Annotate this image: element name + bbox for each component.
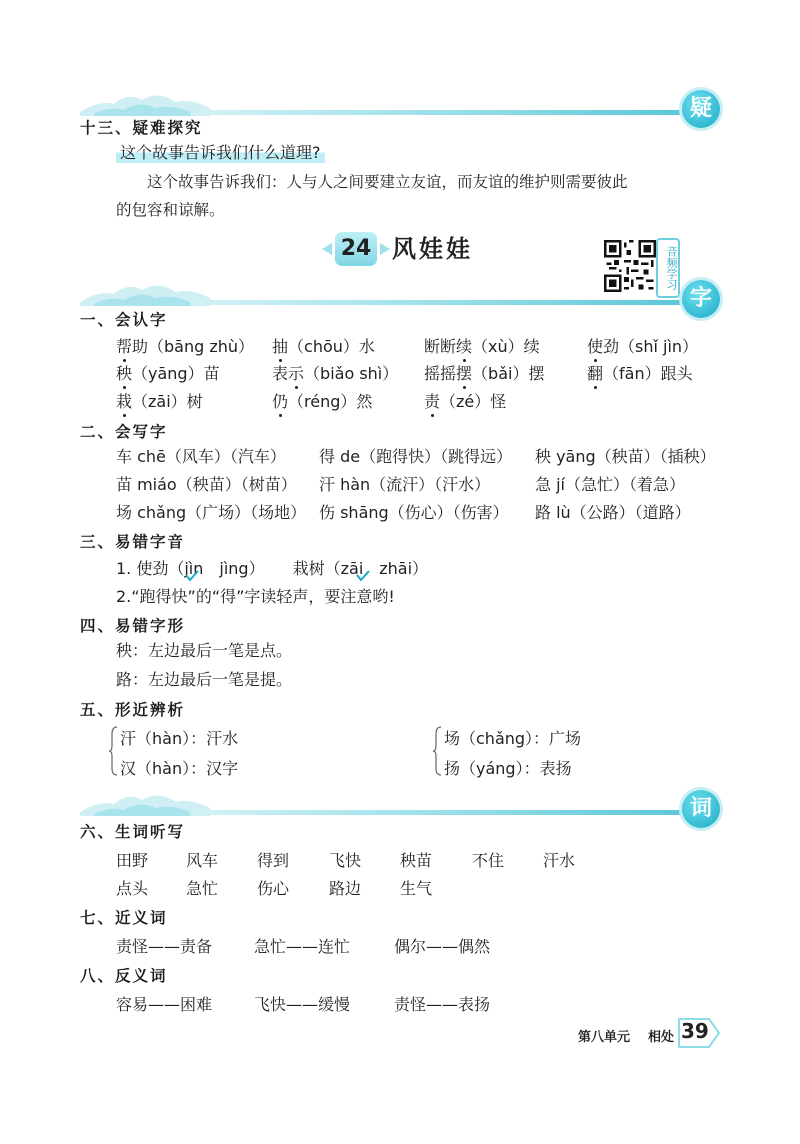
answer-line-2: 的包容和谅解。	[116, 201, 225, 219]
write-item: 秧 yāng（秧苗）（插秧）	[535, 447, 716, 466]
dictation-word: 点头	[116, 879, 149, 898]
lesson-number: 24	[335, 232, 377, 266]
mountain-icon	[80, 276, 210, 306]
badge-doubt: 疑	[682, 90, 720, 128]
dictation-word: 秧苗	[400, 851, 433, 870]
recog-item: 表示（biǎo shì）	[272, 361, 398, 384]
recog-item: 仍（réng）然	[272, 389, 372, 412]
antonym-pair: 容易——困难	[116, 995, 213, 1014]
pron-line-1: 1. 使劲（jìn jìng） 栽树（zāi zhāi）	[116, 559, 429, 578]
lesson-deco-right	[380, 243, 390, 255]
write-item: 车 chē（风车）（汽车）	[116, 447, 286, 466]
checkmark-icon	[356, 570, 370, 582]
footer-topic: 相处	[648, 1030, 675, 1045]
pron-line-2: 2.“跑得快”的“得”字读轻声，要注意哟!	[116, 587, 395, 606]
write-item: 伤 shāng（伤心）（伤害）	[319, 503, 509, 522]
recog-item: 帮助（bāng zhù）	[116, 334, 254, 357]
synonym-pair: 责怪——责备	[116, 937, 213, 956]
footer-unit: 第八单元	[578, 1030, 631, 1045]
heading-3: 三、易错字音	[80, 533, 186, 551]
recog-item: 抽（chōu）水	[272, 334, 375, 357]
similar-item: 扬（yáng）：表扬	[444, 759, 572, 778]
checkmark-icon	[185, 570, 199, 582]
write-item: 汗 hàn（流汗）（汗水）	[319, 475, 491, 494]
dictation-word: 路边	[329, 879, 362, 898]
section-band-char	[80, 276, 720, 322]
synonym-pair: 偶尔——偶然	[394, 937, 491, 956]
write-item: 得 de（跑得快）（跳得远）	[319, 447, 513, 466]
heading-13: 十三、疑难探究	[80, 119, 203, 137]
similar-item: 场（chǎng）：广场	[444, 729, 582, 748]
lesson-deco-left	[322, 243, 332, 255]
brace-icon	[432, 726, 442, 776]
question-text: 这个故事告诉我们什么道理?	[116, 140, 325, 163]
dictation-word: 汗水	[543, 851, 576, 870]
dictation-word: 急忙	[186, 879, 219, 898]
badge-character: 字	[682, 280, 720, 318]
recog-item: 使劲（shǐ jìn）	[587, 334, 698, 357]
brace-icon	[108, 726, 118, 776]
heading-5: 五、形近辨析	[80, 701, 186, 719]
write-item: 急 jí（急忙）（着急）	[535, 475, 685, 494]
heading-2: 二、会写字	[80, 423, 168, 441]
antonym-pair: 飞快——缓慢	[254, 995, 351, 1014]
dictation-word: 伤心	[257, 879, 290, 898]
write-item: 场 chǎng（广场）（场地）	[116, 503, 307, 522]
qr-audio-label: 音频学习	[656, 238, 680, 298]
recog-item: 摇摇摆（bǎi）摆	[424, 361, 544, 384]
recog-item: 责（zé）怪	[424, 389, 506, 412]
page-number: 39	[681, 1019, 709, 1043]
write-item: 苗 miáo（秧苗）（树苗）	[116, 475, 297, 494]
page-number-tab	[677, 1017, 721, 1049]
lesson-title: 风娃娃	[392, 235, 473, 263]
heading-6: 六、生词听写	[80, 823, 186, 841]
answer-line-1: 这个故事告诉我们：人与人之间要建立友谊，而友谊的维护则需要彼此	[147, 173, 628, 191]
heading-7: 七、近义词	[80, 909, 168, 927]
similar-item: 汗（hàn）：汗水	[120, 729, 239, 748]
recog-item: 栽（zāi）树	[116, 389, 203, 412]
recog-item: 秧（yāng）苗	[116, 361, 220, 384]
dictation-word: 不住	[472, 851, 505, 870]
dictation-word: 得到	[257, 851, 290, 870]
badge-word: 词	[682, 790, 720, 828]
section-rule	[198, 810, 684, 815]
dictation-word: 风车	[186, 851, 219, 870]
similar-item: 汉（hàn）：汉字	[120, 759, 239, 778]
dictation-word: 飞快	[329, 851, 362, 870]
dictation-word: 田野	[116, 851, 149, 870]
synonym-pair: 急忙——连忙	[254, 937, 351, 956]
recog-item: 翻（fān）跟头	[587, 361, 693, 384]
heading-1: 一、会认字	[80, 311, 168, 329]
heading-8: 八、反义词	[80, 967, 168, 985]
dictation-word: 生气	[400, 879, 433, 898]
antonym-pair: 责怪——表扬	[394, 995, 491, 1014]
recog-item: 断断续（xù）续	[424, 334, 540, 357]
mountain-icon	[80, 86, 210, 116]
mountain-icon	[80, 786, 210, 816]
section-rule	[198, 110, 684, 115]
form-line-1: 秧：左边最后一笔是点。	[116, 641, 293, 660]
section-rule	[198, 300, 684, 305]
form-line-2: 路：左边最后一笔是提。	[116, 670, 293, 689]
heading-4: 四、易错字形	[80, 617, 186, 635]
write-item: 路 lù（公路）（道路）	[535, 503, 691, 522]
